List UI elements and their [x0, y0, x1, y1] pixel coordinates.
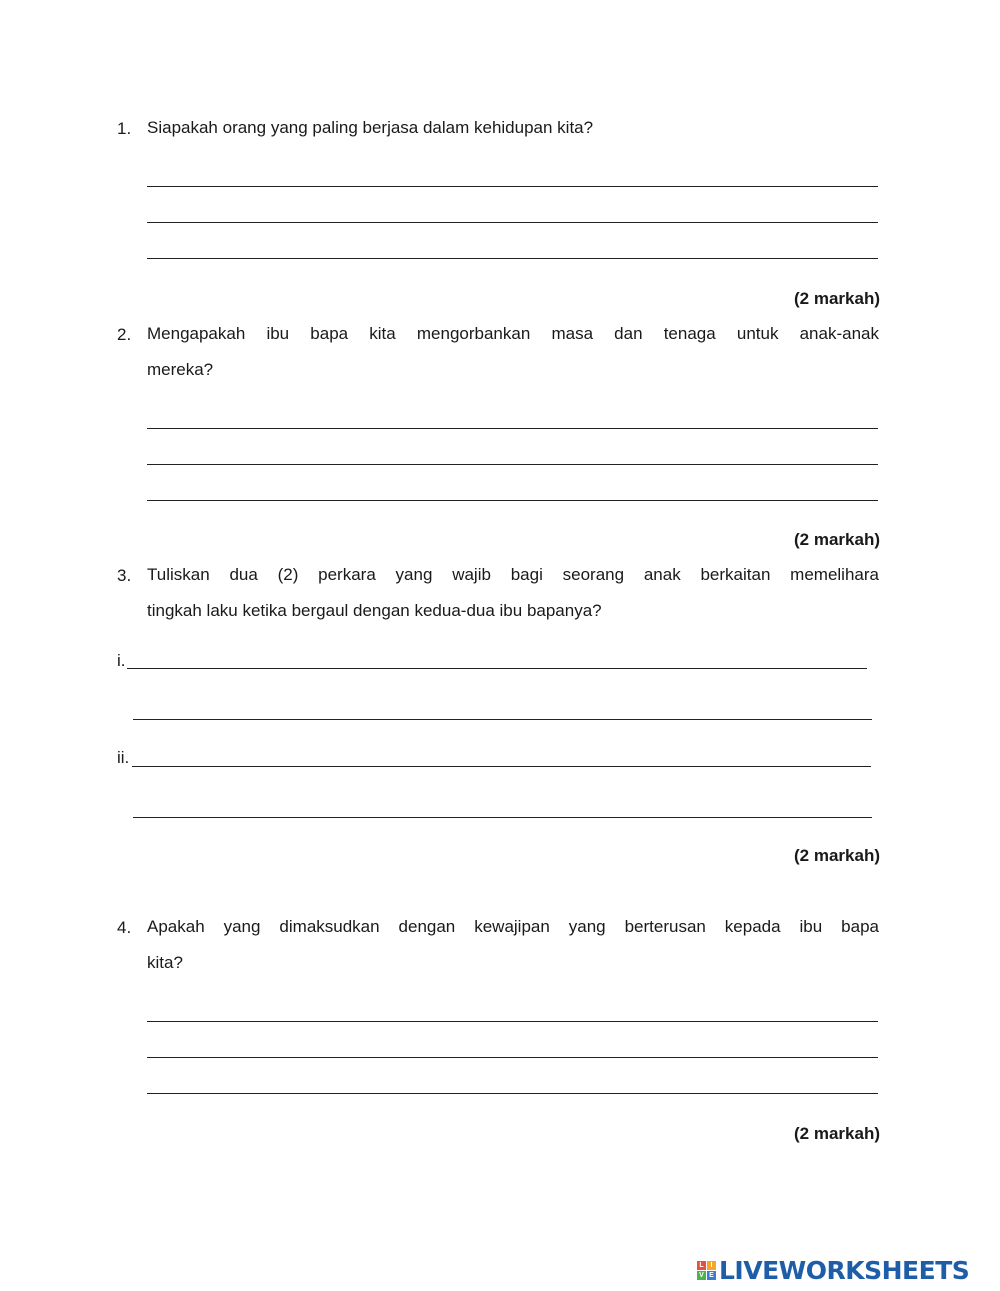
question-number: 4.: [117, 918, 132, 937]
answer-line[interactable]: [147, 464, 878, 465]
liveworksheets-logo: [697, 1256, 969, 1285]
answer-line[interactable]: [147, 1021, 878, 1022]
answer-line[interactable]: [147, 222, 878, 223]
logo-icon: [697, 1261, 716, 1280]
question-number: 2.: [117, 325, 132, 344]
answer-line-ii[interactable]: [132, 766, 871, 767]
question-text: Siapakah orang yang paling berjasa dalam kehidupan kita?: [147, 118, 594, 137]
marks-label: (2 markah): [794, 289, 880, 308]
answer-line[interactable]: [133, 817, 872, 818]
marks-label: (2 markah): [794, 846, 880, 865]
logo-letter-l: L: [697, 1261, 706, 1270]
logo-letter-i: I: [707, 1261, 716, 1270]
question-number: 3.: [117, 566, 132, 585]
logo-letter-e: E: [707, 1271, 716, 1280]
question-text-line-2: tingkah laku ketika bergaul dengan kedua-dua ibu bapanya?: [147, 601, 602, 620]
answer-line[interactable]: [133, 719, 872, 720]
answer-line[interactable]: [147, 1093, 878, 1094]
question-text-line-2: mereka?: [147, 360, 214, 379]
logo-letter-v: V: [697, 1271, 706, 1280]
marks-label: (2 markah): [794, 530, 880, 549]
question-text-line-1: Apakah yang dimaksudkan dengan kewajipan yang berterusan kepada ibu bapa: [147, 917, 879, 936]
item-label-i: i.: [117, 651, 126, 670]
answer-line[interactable]: [147, 500, 878, 501]
item-label-ii: ii.: [117, 748, 130, 767]
marks-label: (2 markah): [794, 1124, 880, 1143]
question-text-line-1: Tuliskan dua (2) perkara yang wajib bagi seorang anak berkaitan memelihara: [147, 565, 879, 584]
answer-line[interactable]: [147, 428, 878, 429]
logo-text: LIVEWORKSHEETS: [719, 1256, 970, 1285]
answer-line[interactable]: [147, 258, 878, 259]
answer-line[interactable]: [147, 186, 878, 187]
question-text-line-2: kita?: [147, 953, 183, 972]
question-number: 1.: [117, 119, 132, 138]
answer-line[interactable]: [147, 1057, 878, 1058]
answer-line-i[interactable]: [127, 668, 867, 669]
question-text-line-1: Mengapakah ibu bapa kita mengorbankan masa dan tenaga untuk anak-anak: [147, 324, 879, 343]
